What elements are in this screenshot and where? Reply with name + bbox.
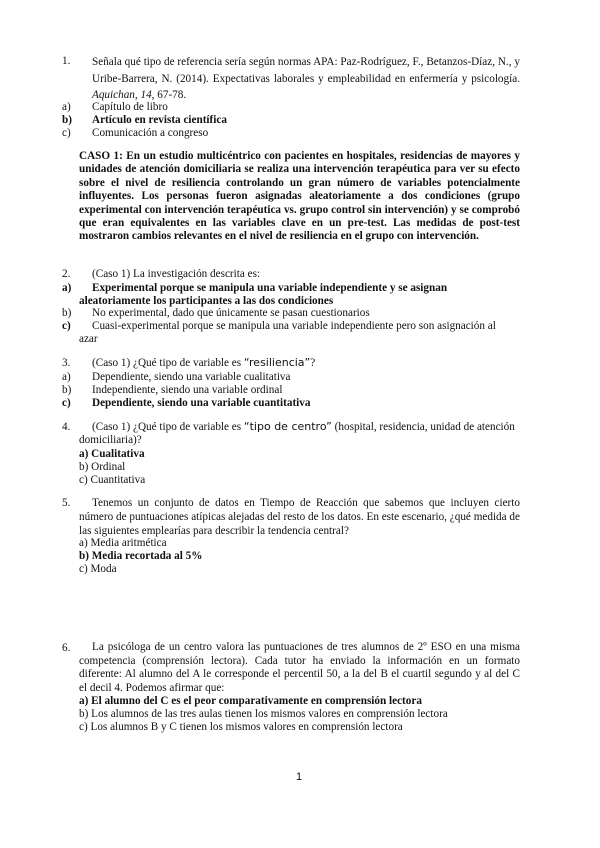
q2-text: (Caso 1) La investigación descrita es: bbox=[92, 268, 261, 280]
q2-option-c-letter: c) bbox=[62, 320, 71, 332]
q2-option-b: No experimental, dado que únicamente se pasan cuestionarios bbox=[92, 307, 370, 319]
q1-option-c-letter: c) bbox=[62, 127, 71, 139]
q4-text bbox=[92, 420, 515, 434]
q1-text-after: , 67-78. bbox=[151, 89, 187, 101]
q3-text-before: (Caso 1) ¿Qué tipo de variable es bbox=[92, 357, 244, 369]
q6-option-a: a) El alumno del C es el peor comparativamente en comprensión lectora bbox=[79, 695, 422, 707]
q1-number: 1. bbox=[62, 55, 71, 67]
q2-option-a-letter: a) bbox=[62, 282, 72, 294]
q1-journal: Aquichan, 14 bbox=[92, 89, 152, 101]
q5-option-c: c) Moda bbox=[79, 563, 117, 575]
q3-number: 3. bbox=[62, 357, 71, 369]
q4-text-line2: domiciliaria)? bbox=[79, 434, 142, 446]
caso1-text: En un estudio multicéntrico con pacientes en hospitales, residencias de mayores y unidades de atención domiciliaria se realiza una intervención terapéutica para ver su efecto sobre el nivel de resiliencia controlando un gran número de variables potencialmente influyentes. Los personas fueron asignadas aleatoriamente a dos condiciones (grupo experimental con intervención terapéutica vs. grupo control sin intervención) y se comprobó que eran equivalentes en las variables clave en un pre-test. Las medidas de post-test mostraron cambios relevantes en el nivel de resiliencia en el grupo con intervención. bbox=[79, 150, 521, 243]
q5-number: 5. bbox=[62, 497, 71, 509]
q2-option-c-line1: Cuasi-experimental porque se manipula una variable independiente pero son asignación al bbox=[92, 320, 496, 332]
q3-term: “resiliencia” bbox=[243, 356, 311, 369]
q3-option-b: Independiente, siendo una variable ordinal bbox=[92, 384, 283, 396]
q5-option-a: a) Media aritmética bbox=[79, 537, 167, 549]
q3-option-a-letter: a) bbox=[62, 371, 71, 383]
q5-text: Tenemos un conjunto de datos en Tiempo de Reacción que sabemos que incluyen cierto número de puntuaciones atípicas alejadas del resto de los datos. En este escenario, ¿qué medida de las siguientes emplearías para describir la tendencia central? bbox=[79, 497, 520, 537]
q3-option-a: Dependiente, siendo una variable cualitativa bbox=[92, 371, 291, 383]
q2-option-a-line2: aleatoriamente los participantes a las dos condiciones bbox=[79, 295, 334, 307]
q4-number: 4. bbox=[62, 421, 71, 433]
q1-text bbox=[92, 54, 520, 104]
q1-option-a-letter: a) bbox=[62, 101, 71, 113]
q1-option-b: Artículo en revista científica bbox=[92, 114, 227, 126]
q3-option-c: Dependiente, siendo una variable cuantitativa bbox=[92, 397, 311, 409]
q2-option-a-line1: Experimental porque se manipula una variable independiente y se asignan bbox=[92, 282, 448, 294]
q4-text-after: (hospital, residencia, unidad de atención bbox=[331, 421, 515, 433]
q2-number: 2. bbox=[62, 268, 71, 280]
page-number: 1 bbox=[296, 771, 303, 783]
caso1-paragraph bbox=[79, 150, 520, 244]
q1-option-c: Comunicación a congreso bbox=[92, 127, 209, 139]
q1-option-b-letter: b) bbox=[62, 114, 72, 126]
q4-option-c: c) Cuantitativa bbox=[79, 474, 146, 486]
q2-option-c-line2: azar bbox=[79, 333, 98, 345]
q1-text-before: Señala qué tipo de referencia sería según normas APA: Paz-Rodríguez, F., Betanzos-Díaz, N., y Uribe-Barrera, N. (2014). Expectativas laborales y empleabilidad en enfermería y psicología. bbox=[92, 56, 520, 85]
q2-option-b-letter: b) bbox=[62, 307, 72, 319]
q3-option-b-letter: b) bbox=[62, 384, 72, 396]
q4-option-b: b) Ordinal bbox=[79, 461, 126, 473]
caso1-label: CASO 1: bbox=[79, 150, 123, 162]
q3-text bbox=[92, 356, 315, 370]
q6-option-c: c) Los alumnos B y C tienen los mismos valores en comprensión lectora bbox=[79, 721, 403, 733]
q1-option-a: Capítulo de libro bbox=[92, 101, 168, 113]
q5-option-b: b) Media recortada al 5% bbox=[79, 550, 203, 562]
q6-option-b: b) Los alumnos de las tres aulas tienen los mismos valores en comprensión lectora bbox=[79, 708, 448, 720]
q4-text-before: (Caso 1) ¿Qué tipo de variable es bbox=[92, 421, 244, 433]
q3-text-after: ? bbox=[310, 357, 316, 369]
q6-number: 6. bbox=[62, 642, 71, 654]
q4-option-a: a) Cualitativa bbox=[79, 448, 145, 460]
q3-option-c-letter: c) bbox=[62, 397, 71, 409]
q4-term: “tipo de centro” bbox=[243, 420, 332, 433]
q6-text: La psicóloga de un centro valora las puntuaciones de tres alumnos de 2º ESO en una misma competencia (comprensión lectora). Cada tutor ha enviado la información en un formato diferente: Al alumno del A le corresponde el percentil 50, a la del B el cuartil segundo y al del C el decil 4. Podemos afirmar que: bbox=[79, 641, 520, 694]
